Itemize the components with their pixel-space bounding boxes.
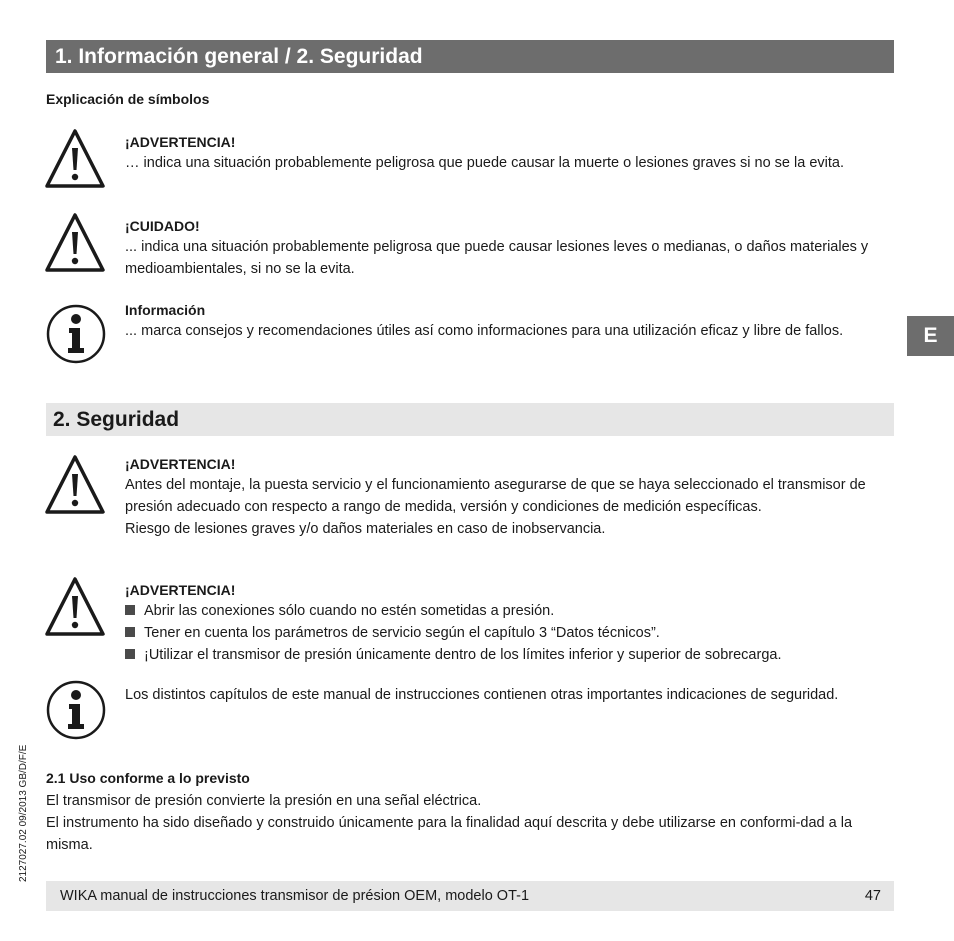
safety-warning-1-consequence: Riesgo de lesiones graves y/o daños materiales en caso de inobservancia. (125, 521, 606, 537)
bullet-square-icon (125, 627, 135, 637)
warning-triangle-icon (44, 128, 106, 190)
bullet-square-icon (125, 649, 135, 659)
section-2-title: 2. Seguridad (46, 403, 894, 436)
symbol-caution-text: ... indica una situación probablemente peligrosa que puede causar lesiones leves o medianas, o daños materiales y medioambientales, si no se la evita. (125, 239, 869, 277)
warning-triangle-icon (44, 454, 106, 516)
safety-warning-1-heading: ¡ADVERTENCIA! (125, 456, 236, 472)
symbol-warning-block (125, 132, 887, 174)
list-item (125, 600, 895, 622)
symbol-caution-heading: ¡CUIDADO! (125, 218, 200, 234)
list-item-text: ¡Utilizar el transmisor de presión únicamente dentro de los límites inferior y superior de sobrecarga. (144, 647, 782, 663)
list-item-text: Abrir las conexiones sólo cuando no estén sometidas a presión. (144, 603, 555, 619)
subsection-2-1-title: 2.1 Uso conforme a lo previsto (46, 770, 250, 786)
warning-triangle-icon (44, 576, 106, 638)
bullet-square-icon (125, 605, 135, 615)
section-1-title: 1. Información general / 2. Seguridad (46, 40, 894, 73)
warning-triangle-icon (44, 212, 106, 274)
footer-text: WIKA manual de instrucciones transmisor de présion OEM, modelo OT-1 (60, 888, 530, 904)
safety-warning-2-heading: ¡ADVERTENCIA! (125, 582, 236, 598)
symbol-info-text: ... marca consejos y recomendaciones útiles así como informaciones para una utilización eficaz y libre de fallos. (125, 323, 844, 339)
symbol-caution-block (125, 216, 887, 280)
page-number: 47 (864, 888, 881, 904)
subsection-2-1-line1: El transmisor de presión convierte la presión en una señal eléctrica. (46, 793, 482, 809)
language-tab: E (907, 316, 954, 356)
info-circle-icon (46, 304, 108, 366)
list-item (125, 622, 895, 644)
symbol-warning-heading: ¡ADVERTENCIA! (125, 134, 236, 150)
info-circle-icon (46, 680, 108, 742)
symbol-warning-text: … indica una situación probablemente peligrosa que puede causar la muerte o lesiones graves si no se la evita. (125, 155, 844, 171)
symbol-info-block (125, 300, 887, 342)
safety-warning-2-block (125, 580, 895, 666)
list-item (125, 644, 895, 666)
safety-warning-1-block (125, 454, 887, 540)
symbol-info-heading: Información (125, 302, 206, 318)
safety-warning-1-text: Antes del montaje, la puesta servicio y el funcionamiento asegurarse de que se haya seleccionado el transmisor de presión adecuado con respecto a rango de medida, versión y condiciones de medición específicas. (125, 477, 866, 515)
symbols-subtitle: Explicación de símbolos (46, 91, 210, 107)
list-item-text: Tener en cuenta los parámetros de servicio según el capítulo 3 “Datos técnicos”. (144, 625, 660, 641)
document-code: 2127027.02 09/2013 GB/D/F/E (18, 744, 29, 882)
page-footer (46, 881, 894, 911)
safety-info-text: Los distintos capítulos de este manual de instrucciones contienen otras importantes indicaciones de seguridad. (125, 687, 839, 703)
subsection-2-1-line2: El instrumento ha sido diseñado y construido únicamente para la finalidad aquí descrita y debe utilizarse en conformi-dad a la misma. (46, 815, 853, 853)
